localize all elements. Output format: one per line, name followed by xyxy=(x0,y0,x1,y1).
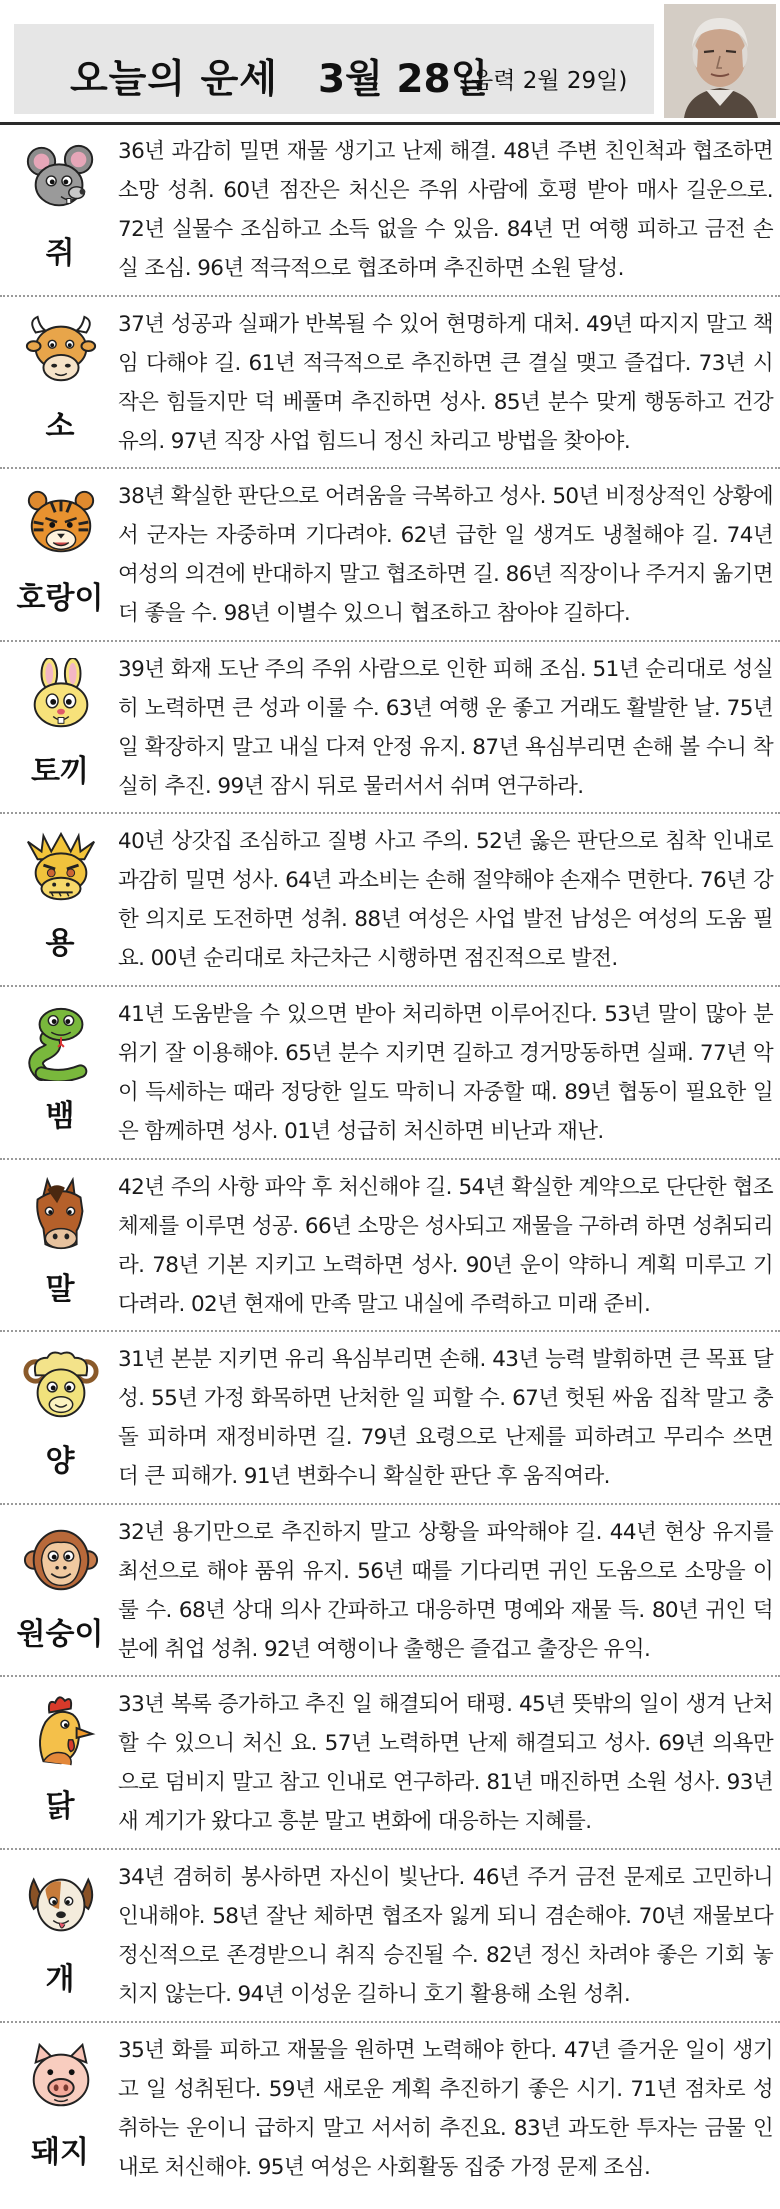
fortune-text: 40년 상갓집 조심하고 질병 사고 주의. 52년 옳은 판단으로 침착 인내로 과감히 밀면 성사. 64년 과소비는 손해 절약해야 손재수 면한다. 76년 강한 의지로 도전하면 성취. 88년 여성은 사업 발전 남성은 여성의 도움 필요. 00년 순리대로 차근차근 시행하면 점진적으로 발전. xyxy=(118,829,773,972)
header xyxy=(0,0,780,125)
dragon-icon xyxy=(22,830,100,908)
zodiac-icon-column xyxy=(6,1332,114,1503)
dog-icon xyxy=(22,1866,100,1944)
page-title: 오늘의 운세 xyxy=(70,57,278,102)
zodiac-row xyxy=(0,1505,780,1678)
zodiac-name: 뱀 xyxy=(45,1098,75,1134)
zodiac-name: 원숭이 xyxy=(16,1616,104,1652)
date-label: 3월 28일 xyxy=(318,57,489,102)
zodiac-row xyxy=(0,642,780,815)
fortune-text: 31년 본분 지키면 유리 욕심부리면 손해. 43년 능력 발휘하면 큰 목표 달성. 55년 가정 화목하면 난처한 일 피할 수. 67년 헛된 싸움 집착 말고 충돌 피하며 재정비하면 길. 79년 요령으로 난제를 피하려고 무리수 쓰면 더 큰 피해가. 91년 변화수니 확실한 판단 후 움직여라. xyxy=(118,1347,773,1490)
zodiac-name: 호랑이 xyxy=(16,581,104,617)
lunar-date-label: (음력 2월 29일) xyxy=(462,68,628,94)
zodiac-icon-column xyxy=(6,2023,114,2196)
fortune-text: 36년 과감히 밀면 재물 생기고 난제 해결. 48년 주변 친인척과 협조하면 소망 성취. 60년 점잔은 처신은 주위 사람에 호평 받아 매사 길운으로. 72년 실물수 조심하고 소득 없을 수 있음. 84년 먼 여행 피하고 금전 손실 조심. 96년 적극적으로 협조하며 추진하면 소원 달성. xyxy=(118,139,773,281)
zodiac-icon-column xyxy=(6,124,114,295)
zodiac-row xyxy=(0,1850,780,2023)
zodiac-row xyxy=(0,297,780,470)
zodiac-row xyxy=(0,469,780,642)
zodiac-row xyxy=(0,1332,780,1505)
zodiac-name: 말 xyxy=(45,1271,75,1307)
fortune-text: 39년 화재 도난 주의 주위 사람으로 인한 피해 조심. 51년 순리대로 성실히 노력하면 큰 성과 이룰 수. 63년 여행 운 좋고 거래도 활발한 날. 75년 일 확장하지 말고 내실 다져 안정 유지. 87년 욕심부리면 손해 볼 수니 착실히 추진. 99년 잠시 뒤로 물러서서 쉬며 연구하라. xyxy=(118,656,773,799)
fortune-text: 34년 겸허히 봉사하면 자신이 빛난다. 46년 주거 금전 문제로 고민하니 인내해야. 58년 잘난 체하면 협조자 잃게 되니 겸손해야. 70년 재물보다 정신적으로 존경받으니 취직 승진될 수. 82년 정신 차려야 좋은 기회 놓치지 않는다. 94년 이성운 길하니 호기 활용해 소원 성취. xyxy=(118,1864,773,2007)
zodiac-icon-column xyxy=(6,469,114,640)
zodiac-icon-column xyxy=(6,642,114,813)
zodiac-row xyxy=(0,987,780,1160)
zodiac-name: 쥐 xyxy=(45,236,75,271)
zodiac-name: 양 xyxy=(45,1444,75,1480)
zodiac-row xyxy=(0,2023,780,2196)
fortune-text: 42년 주의 사항 파악 후 처신해야 길. 54년 확실한 계약으로 단단한 협조체제를 이루면 성공. 66년 소망은 성사되고 재물을 구하려 하면 성취되리라. 78년 기본 지키고 노력하면 성사. 90년 운이 약하니 계획 미루고 기다려라. 02년 현재에 만족 말고 내실에 주력하고 미래 준비. xyxy=(118,1174,773,1317)
sheep-icon xyxy=(22,1348,100,1426)
ox-icon xyxy=(22,313,100,391)
fortune-text: 32년 용기만으로 추진하지 말고 상황을 파악해야 길. 44년 현상 유지를 최선으로 해야 품위 유지. 56년 때를 기다리면 귀인 도움으로 소망을 이룰 수. 68년 상대 의사 간파하고 대응하면 명예와 재물 득. 80년 귀인 덕분에 취업 성취. 92년 여행이나 출행은 즐겁고 출장은 유익. xyxy=(118,1519,773,1662)
monkey-icon xyxy=(22,1521,100,1599)
zodiac-row xyxy=(0,1677,780,1850)
tiger-icon xyxy=(22,485,100,563)
fortune-text: 41년 도움받을 수 있으면 받아 처리하면 이루어진다. 53년 말이 많아 분위기 잘 이용해야. 65년 분수 지키면 길하고 경거망동하면 실패. 77년 악이 득세하는 때라 정당한 일도 막히니 자중할 때. 89년 협동이 필요한 일은 함께하면 성사. 01년 성급히 처신하면 비난과 재난. xyxy=(118,1001,773,1144)
zodiac-icon-column xyxy=(6,987,114,1158)
zodiac-list xyxy=(0,124,780,2195)
zodiac-icon-column xyxy=(6,1850,114,2021)
horse-icon xyxy=(22,1176,100,1254)
pig-icon xyxy=(22,2039,100,2117)
zodiac-row xyxy=(0,1160,780,1333)
zodiac-name: 닭 xyxy=(45,1789,75,1825)
zodiac-name: 용 xyxy=(45,926,75,962)
fortune-text: 33년 복록 증가하고 추진 일 해결되어 태평. 45년 뜻밖의 일이 생겨 난처할 수 있으니 처신 요. 57년 노력하면 난제 해결되고 성사. 69년 의욕만으로 덤비지 말고 참고 인내로 연구하라. 81년 매진하면 소원 성사. 93년 새 계기가 왔다고 흥분 말고 변화에 대응하는 지혜를. xyxy=(118,1692,773,1835)
zodiac-row xyxy=(0,814,780,987)
zodiac-icon-column xyxy=(6,1505,114,1676)
columnist-portrait-icon xyxy=(664,4,776,118)
zodiac-name: 토끼 xyxy=(31,753,89,789)
zodiac-icon-column xyxy=(6,814,114,985)
rooster-icon xyxy=(22,1693,100,1771)
rat-icon xyxy=(22,140,100,218)
fortune-text: 38년 확실한 판단으로 어려움을 극복하고 성사. 50년 비정상적인 상황에서 군자는 자중하며 기다려야. 62년 급한 일 생겨도 냉철해야 길. 74년 여성의 의견에 반대하지 말고 협조하면 길. 86년 직장이나 주거지 옮기면 더 좋을 수. 98년 이별수 있으니 협조하고 참아야 길하다. xyxy=(118,484,773,627)
zodiac-row xyxy=(0,124,780,297)
zodiac-name: 돼지 xyxy=(31,2134,89,2170)
fortune-text: 37년 성공과 실패가 반복될 수 있어 현명하게 대처. 49년 따지지 말고 책임 다해야 길. 61년 적극적으로 추진하면 큰 결실 맺고 즐겁다. 73년 시작은 힘들지만 덕 베풀며 추진하면 성사. 85년 분수 맞게 행동하고 건강 유의. 97년 직장 사업 힘드니 정신 차리고 방법을 찾아야. xyxy=(118,311,773,454)
zodiac-icon-column xyxy=(6,297,114,468)
zodiac-name: 소 xyxy=(45,408,75,444)
fortune-text: 35년 화를 피하고 재물을 원하면 노력해야 한다. 47년 즐거운 일이 생기고 일 성취된다. 59년 새로운 계획 추진하기 좋은 시기. 71년 점차로 성취하는 운이니 급하지 말고 서서히 추진요. 83년 과도한 투자는 금물 인내로 처신해야. 95년 여성은 사회활동 집중 가정 문제 조심. xyxy=(118,2037,773,2180)
zodiac-icon-column xyxy=(6,1160,114,1331)
zodiac-icon-column xyxy=(6,1677,114,1848)
zodiac-name: 개 xyxy=(45,1961,75,1997)
snake-icon xyxy=(22,1003,100,1081)
rabbit-icon xyxy=(22,658,100,736)
